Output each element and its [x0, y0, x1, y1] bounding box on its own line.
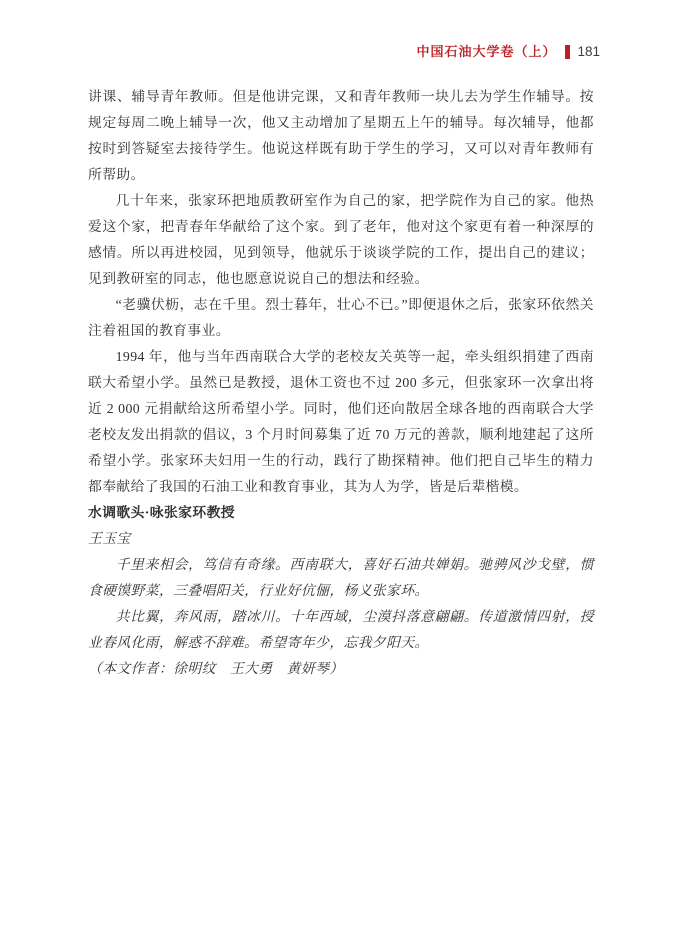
poem-stanza: 共比翼，奔风雨，踏冰川。十年西域，尘漠抖落意翩翩。传道激情四射，授业春风化雨，解惑不辞难。希望寄年少，忘我夕阳天。: [88, 609, 594, 650]
body-paragraph: 几十年来，张家环把地质教研室作为自己的家，把学院作为自己的家。他热爱这个家，把青春年华献给了这个家。到了老年，他对这个家更有着一种深厚的感情。所以再进校园，见到领导，他就乐于谈谈学院的工作，提出自己的建议；见到教研室的同志，他也愿意说说自己的想法和经验。: [88, 193, 594, 286]
poem-stanza: 千里来相会，笃信有奇缘。西南联大，喜好石油共婵娟。驰骋风沙戈壁，惯食硬馍野菜，三叠唱阳关，行业好伉俪，杨义张家环。: [88, 557, 594, 598]
folio-divider-bar-icon: [565, 45, 570, 59]
book-title: 中国石油大学卷（上）: [416, 44, 557, 59]
article-body: [88, 84, 594, 682]
body-paragraph: “老骥伏枥，志在千里。烈士暮年，壮心不已。”即便退休之后，张家环依然关注着祖国的教育事业。: [88, 297, 594, 338]
article-attribution: （本文作者：徐明纹 王大勇 黄妍琴）: [88, 661, 344, 676]
poem-author: 王玉宝: [88, 531, 131, 546]
running-head: [416, 44, 600, 60]
body-paragraph: 讲课、辅导青年教师。但是他讲完课，又和青年教师一块儿去为学生作辅导。按规定每周二晚上辅导一次，他又主动增加了星期五上午的辅导。每次辅导，他都按时到答疑室去接待学生。他说这样既有助于学生的学习，又可以对青年教师有所帮助。: [88, 89, 594, 182]
poem-title: 水调歌头·咏张家环教授: [88, 505, 235, 520]
body-paragraph: 1994 年，他与当年西南联合大学的老校友关英等一起，牵头组织捐建了西南联大希望小学。虽然已是教授，退休工资也不过 200 多元，但张家环一次拿出将近 2 000 元捐献给这所希望小学。同时，他们还向散居全球各地的西南联合大学老校友发出捐款的倡议，3 个月时间募集了近 70 万元的善款，顺利地建起了这所希望小学。张家环夫妇用一生的行动，践行了勘探精神。他们把自己毕生的精力都奉献给了我国的石油工业和教育事业，其为人为学，皆是后辈楷模。: [88, 349, 594, 494]
page-number: 181: [577, 44, 600, 59]
